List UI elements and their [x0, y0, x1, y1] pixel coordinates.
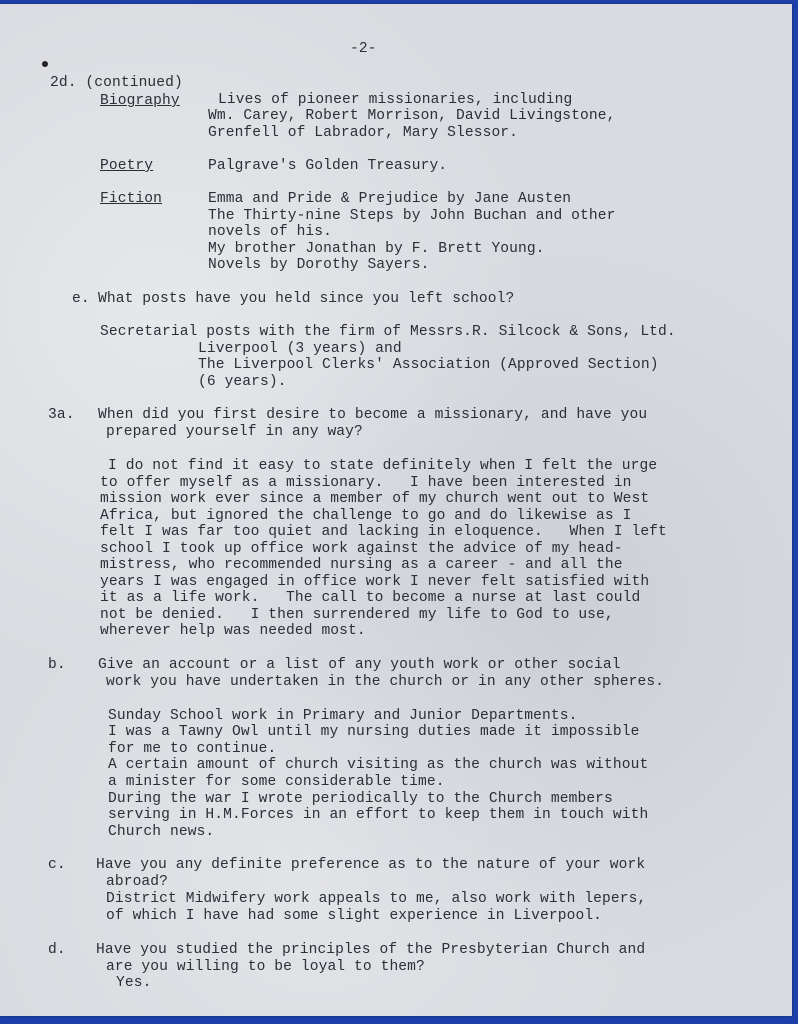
fiction-line-1: Emma and Pride & Prejudice by Jane Austen	[208, 191, 572, 207]
section-e-question: What posts have you held since you left school?	[98, 291, 515, 307]
fiction-label: Fiction	[100, 191, 163, 207]
section-e-answer-4: (6 years).	[198, 374, 287, 390]
section-b-answer-7: serving in H.M.Forces in an effort to keep them in touch with	[108, 807, 649, 823]
section-b-answer-1: Sunday School work in Primary and Junior Departments.	[108, 708, 578, 724]
section-b-answer-2: I was a Tawny Owl until my nursing duties made it impossible	[108, 724, 640, 740]
section-3a-letter: 3a.	[48, 407, 75, 423]
page-number: -2-	[350, 41, 377, 57]
section-c-answer-2: of which I have had some slight experience in Liverpool.	[106, 908, 603, 924]
section-b-answer-6: During the war I wrote periodically to the Church members	[108, 791, 613, 807]
section-3a-answer-5: felt I was far too quiet and lacking in eloquence. When I left	[100, 524, 667, 540]
section-3a-answer-6: school I took up office work against the advice of my head-	[100, 541, 623, 557]
section-3a-answer-2: to offer myself as a missionary. I have been interested in	[100, 475, 632, 491]
section-b-answer-8: Church news.	[108, 824, 215, 840]
biography-line-2: Wm. Carey, Robert Morrison, David Livingstone,	[208, 108, 616, 124]
section-3a-answer-7: mistress, who recommended nursing as a career - and all the	[100, 557, 623, 573]
biography-line-1: Lives of pioneer missionaries, including	[218, 92, 573, 108]
section-3a-answer-1: I do not find it easy to state definitely when I felt the urge	[108, 458, 658, 474]
section-d-answer: Yes.	[116, 975, 152, 991]
section-b-answer-4: A certain amount of church visiting as the church was without	[108, 757, 649, 773]
fiction-line-5: Novels by Dorothy Sayers.	[208, 257, 430, 273]
typed-page	[0, 4, 792, 1016]
section-b-question-1: Give an account or a list of any youth work or other social	[98, 657, 621, 673]
section-b-question-2: work you have undertaken in the church or in any other spheres.	[106, 674, 665, 690]
biography-label: Biography	[100, 93, 180, 109]
section-b-answer-3: for me to continue.	[108, 741, 277, 757]
section-c-question-1: Have you any definite preference as to the nature of your work	[96, 857, 646, 873]
section-c-letter: c.	[48, 857, 66, 873]
section-c-answer-1: District Midwifery work appeals to me, also work with lepers,	[106, 891, 647, 907]
poetry-label: Poetry	[100, 158, 154, 174]
ink-mark	[42, 61, 48, 67]
section-d-question-2: are you willing to be loyal to them?	[106, 959, 425, 975]
section-3a-question-1: When did you first desire to become a missionary, and have you	[98, 407, 648, 423]
section-d-question-1: Have you studied the principles of the Presbyterian Church and	[96, 942, 646, 958]
section-e-answer-3: The Liverpool Clerks' Association (Approved Section)	[198, 357, 659, 373]
section-2d-label: 2d. (continued)	[50, 75, 183, 91]
section-e-answer-2: Liverpool (3 years) and	[198, 341, 402, 357]
section-d-letter: d.	[48, 942, 66, 958]
fiction-line-3: novels of his.	[208, 224, 333, 240]
section-3a-answer-9: it as a life work. The call to become a nurse at last could	[100, 590, 641, 606]
section-3a-answer-8: years I was engaged in office work I never felt satisfied with	[100, 574, 650, 590]
section-3a-answer-11: wherever help was needed most.	[100, 623, 366, 639]
section-3a-question-2: prepared yourself in any way?	[106, 424, 363, 440]
section-c-question-2: abroad?	[106, 874, 169, 890]
section-3a-answer-4: Africa, but ignored the challenge to go and do likewise as I	[100, 508, 632, 524]
poetry-text: Palgrave's Golden Treasury.	[208, 158, 448, 174]
section-e-answer-1: Secretarial posts with the firm of Messrs.R. Silcock & Sons, Ltd.	[100, 324, 676, 340]
fiction-line-2: The Thirty-nine Steps by John Buchan and other	[208, 208, 616, 224]
section-3a-answer-3: mission work ever since a member of my church went out to West	[100, 491, 650, 507]
section-e-letter: e.	[72, 291, 90, 307]
fiction-line-4: My brother Jonathan by F. Brett Young.	[208, 241, 545, 257]
section-b-answer-5: a minister for some considerable time.	[108, 774, 445, 790]
biography-line-3: Grenfell of Labrador, Mary Slessor.	[208, 125, 519, 141]
section-3a-answer-10: not be denied. I then surrendered my life to God to use,	[100, 607, 614, 623]
section-b-letter: b.	[48, 657, 66, 673]
